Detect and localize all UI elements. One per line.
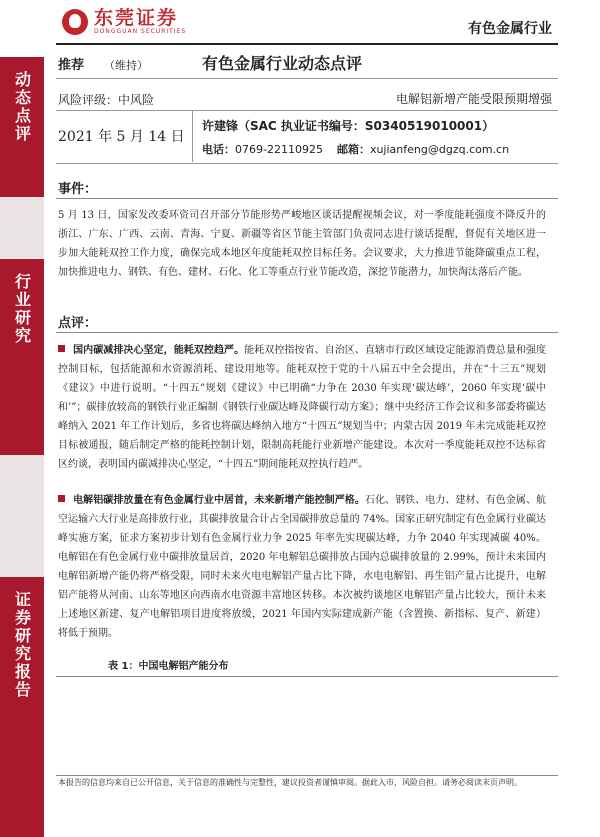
sidebar-block-industry-research xyxy=(0,259,44,455)
sidebar-block-securities-report xyxy=(0,577,44,837)
sidebar-label-dynamic-comment: 动态点评 xyxy=(12,71,32,143)
bullet-lead: 电解铝碳排放量在有色金属行业中居首，未来新增产能控制严格。 xyxy=(73,495,365,506)
logo-name-en: DONGGUAN SECURITIES xyxy=(94,28,187,35)
industry-label: 有色金属行业 xyxy=(468,21,552,37)
meta-divider xyxy=(56,110,558,111)
footer-divider xyxy=(56,775,558,776)
logo-name-cn: 东莞证券 xyxy=(94,7,179,29)
event-heading: 事件： xyxy=(58,182,98,197)
sidebar-gap xyxy=(0,197,44,259)
report-date: 2021 年 5 月 14 日 xyxy=(58,129,185,145)
email-label: 邮箱： xyxy=(336,143,370,156)
bullet-text: 石化、钢铁、电力、建材、有色金属、航空运输六大行业是高排放行业，其碳排放量合计占全国碳排放总量的 74%。国家正研究制定有色金属行业碳达峰实施方案，征求方案初步计划有色金属行业力争 2025 年率先实现碳达峰，力争 2040 年实现减碳 40%。电解铝在有色金属行业中碳排放量居首，2020 年电解铝总碳排放占国内总碳排放量的 2.99%，预计未来国内电解铝新增产能仍将严格受限，同时未来火电电解铝产量占比下降，水电电解铝、再生铝产量占比提升，电解铝产能将从河南、山东等地区向西南水电资源丰富地区转移。本次被约谈地区电解铝产量占比较大，预计未来上述地区新建、复产电解铝项目进度将放缓，2021 年国内实际建成新产能（含置换、新指标、复产、新建）将低于预期。 xyxy=(58,495,547,639)
table-divider xyxy=(56,676,558,677)
sidebar-block-dynamic-comment xyxy=(0,57,44,197)
analyst-contact xyxy=(202,141,509,157)
recommendation-sub: （维持） xyxy=(104,59,148,72)
phone-label: 电话： xyxy=(202,143,235,156)
logo-emblem-icon xyxy=(62,9,88,35)
report-subtitle: 电解铝新增产能受限预期增强 xyxy=(395,92,552,106)
bullet-square-icon xyxy=(58,345,65,352)
sidebar-label-securities-report: 证券研究报告 xyxy=(12,591,32,699)
bullet-square-icon xyxy=(58,495,65,502)
meta-vertical-divider xyxy=(192,110,193,162)
report-title: 有色金属行业动态点评 xyxy=(202,54,363,73)
bullet-lead: 国内碳减排决心坚定，能耗双控趋严。 xyxy=(73,345,245,356)
company-logo xyxy=(62,8,186,36)
logo-text xyxy=(94,8,186,36)
bullet-text: 能耗双控指按省、自治区、直辖市行政区域设定能源消费总量和强度控制目标，包括能源和水资源消耗、建设用地等。能耗双控于党的十八届五中全会提出，并在“十三五”规划《建议》中进行说明。“十四五”规划《建议》中已明确“力争在 2030 年实现‘碳达峰’，2060 年实现‘碳中和’”；碳排放较高的钢铁行业正编制《钢铁行业碳达峰及降碳行动方案》；继中央经济工作会议和多部委将碳达峰纳入 2021 年工作计划后，多省也将碳达峰纳入地方“十四五”规划当中；内蒙古因 2019 年未完成能耗双控目标被通报，随后制定严格的能耗控制计划，限制高耗能行业新增产能建设。本次对一季度能耗双控不达标省区约谈，表明国内碳减排决心坚定，“十四五”期间能耗双控执行趋严。 xyxy=(58,345,547,470)
table-caption: 表 1：中国电解铝产能分布 xyxy=(108,661,229,672)
risk-rating: 风险评级：中风险 xyxy=(58,93,155,107)
comment-bullet-1 xyxy=(58,341,546,474)
event-paragraph: 5 月 13 日，国家发改委环资司召开部分节能形势严峻地区谈话提醒视频会议，对一季度能耗强度不降反升的浙江、广东、广西、云南、青海、宁夏、新疆等省区节能主管部门负责同志进行谈话提醒，督促有关地区进一步加大能耗双控工作力度，确保完成本地区年度能耗双控目标任务。会议要求，大力推进节能降碳重点工程，加快推进电力、钢铁、有色、建材、石化、化工等重点行业节能改造，深挖节能潜力，加快淘汰落后产能。 xyxy=(58,210,546,278)
footer-disclaimer: 本报告的信息均来自已公开信息，关于信息的准确性与完整性，建议投资者谨慎审阅。据此入市，风险自担。请务必阅读末页声明。 xyxy=(58,778,522,787)
phone-number: 0769-22110925 xyxy=(235,143,323,156)
comment-divider xyxy=(56,332,558,333)
header-divider xyxy=(56,43,558,45)
meta-divider xyxy=(56,163,558,164)
event-divider xyxy=(56,198,558,199)
comment-bullet-2 xyxy=(58,491,546,643)
analyst-info: 许建锋（SAC 执业证书编号：S0340519010001） xyxy=(202,119,495,133)
sidebar-label-industry-research: 行业研究 xyxy=(12,273,32,345)
recommendation: 推荐 xyxy=(58,58,85,73)
sidebar-gap xyxy=(0,455,44,577)
email-address: xujianfeng@dgzq.com.cn xyxy=(369,143,510,156)
comment-heading: 点评： xyxy=(58,316,98,331)
meta-divider xyxy=(56,78,558,79)
